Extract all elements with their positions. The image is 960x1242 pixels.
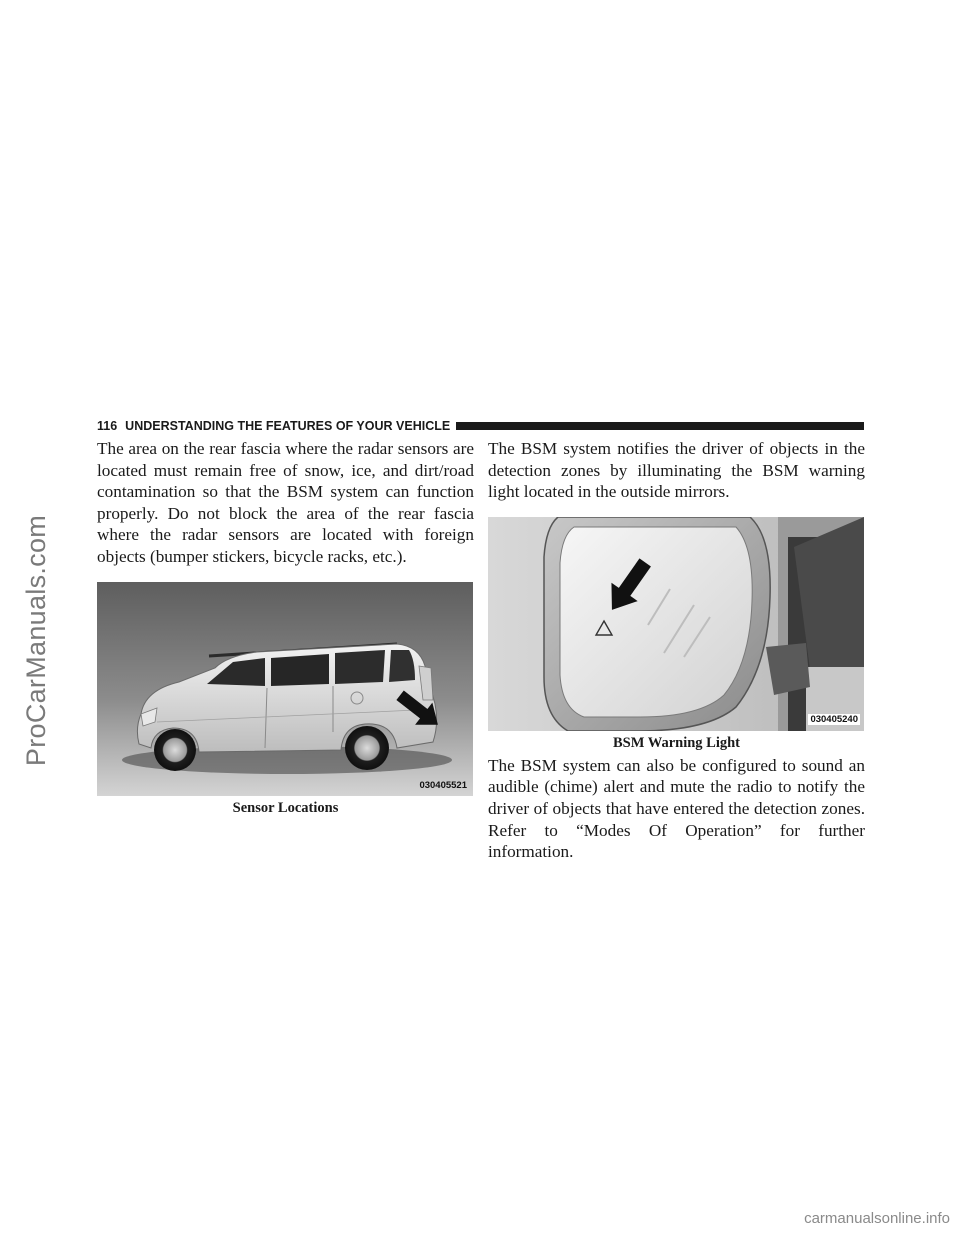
right-column — [488, 438, 865, 863]
section-title: UNDERSTANDING THE FEATURES OF YOUR VEHICLE — [125, 419, 451, 433]
side-watermark-text: ProCarManuals.com — [21, 514, 52, 766]
bsm-warning-light-figure — [488, 517, 864, 731]
bottom-watermark: carmanualsonline.info — [804, 1210, 950, 1227]
side-watermark — [8, 490, 66, 790]
figure-code: 030405240 — [810, 713, 858, 725]
page-number: 116 — [97, 419, 118, 433]
sensor-paragraph: The area on the rear fascia where the radar sensors are located must remain free of snow, ice, and dirt/road contamination so that the BSM system can function properly. Do not block the area of the rear fascia where the radar sensors are located with foreign objects (bumper stickers, bicycle racks, etc.). — [97, 439, 474, 566]
left-column — [97, 438, 474, 817]
figure-code: 030405521 — [419, 779, 467, 791]
sensor-locations-figure — [97, 582, 473, 796]
header-rule — [456, 422, 864, 430]
minivan-illustration — [97, 582, 473, 796]
mirror-illustration — [488, 517, 864, 731]
figure-caption: Sensor Locations — [232, 799, 339, 816]
page-header — [97, 417, 864, 435]
bsm-chime-paragraph: The BSM system can also be configured to sound an audible (chime) alert and mute the radio to notify the driver of objects that have entered the detection zones. Refer to “Modes Of Operation” for further information. — [488, 755, 865, 862]
bsm-notify-paragraph: The BSM system notifies the driver of objects in the detection zones by illuminating the BSM warning light located in the outside mirrors. — [488, 439, 865, 502]
figure-caption: BSM Warning Light — [612, 734, 741, 751]
